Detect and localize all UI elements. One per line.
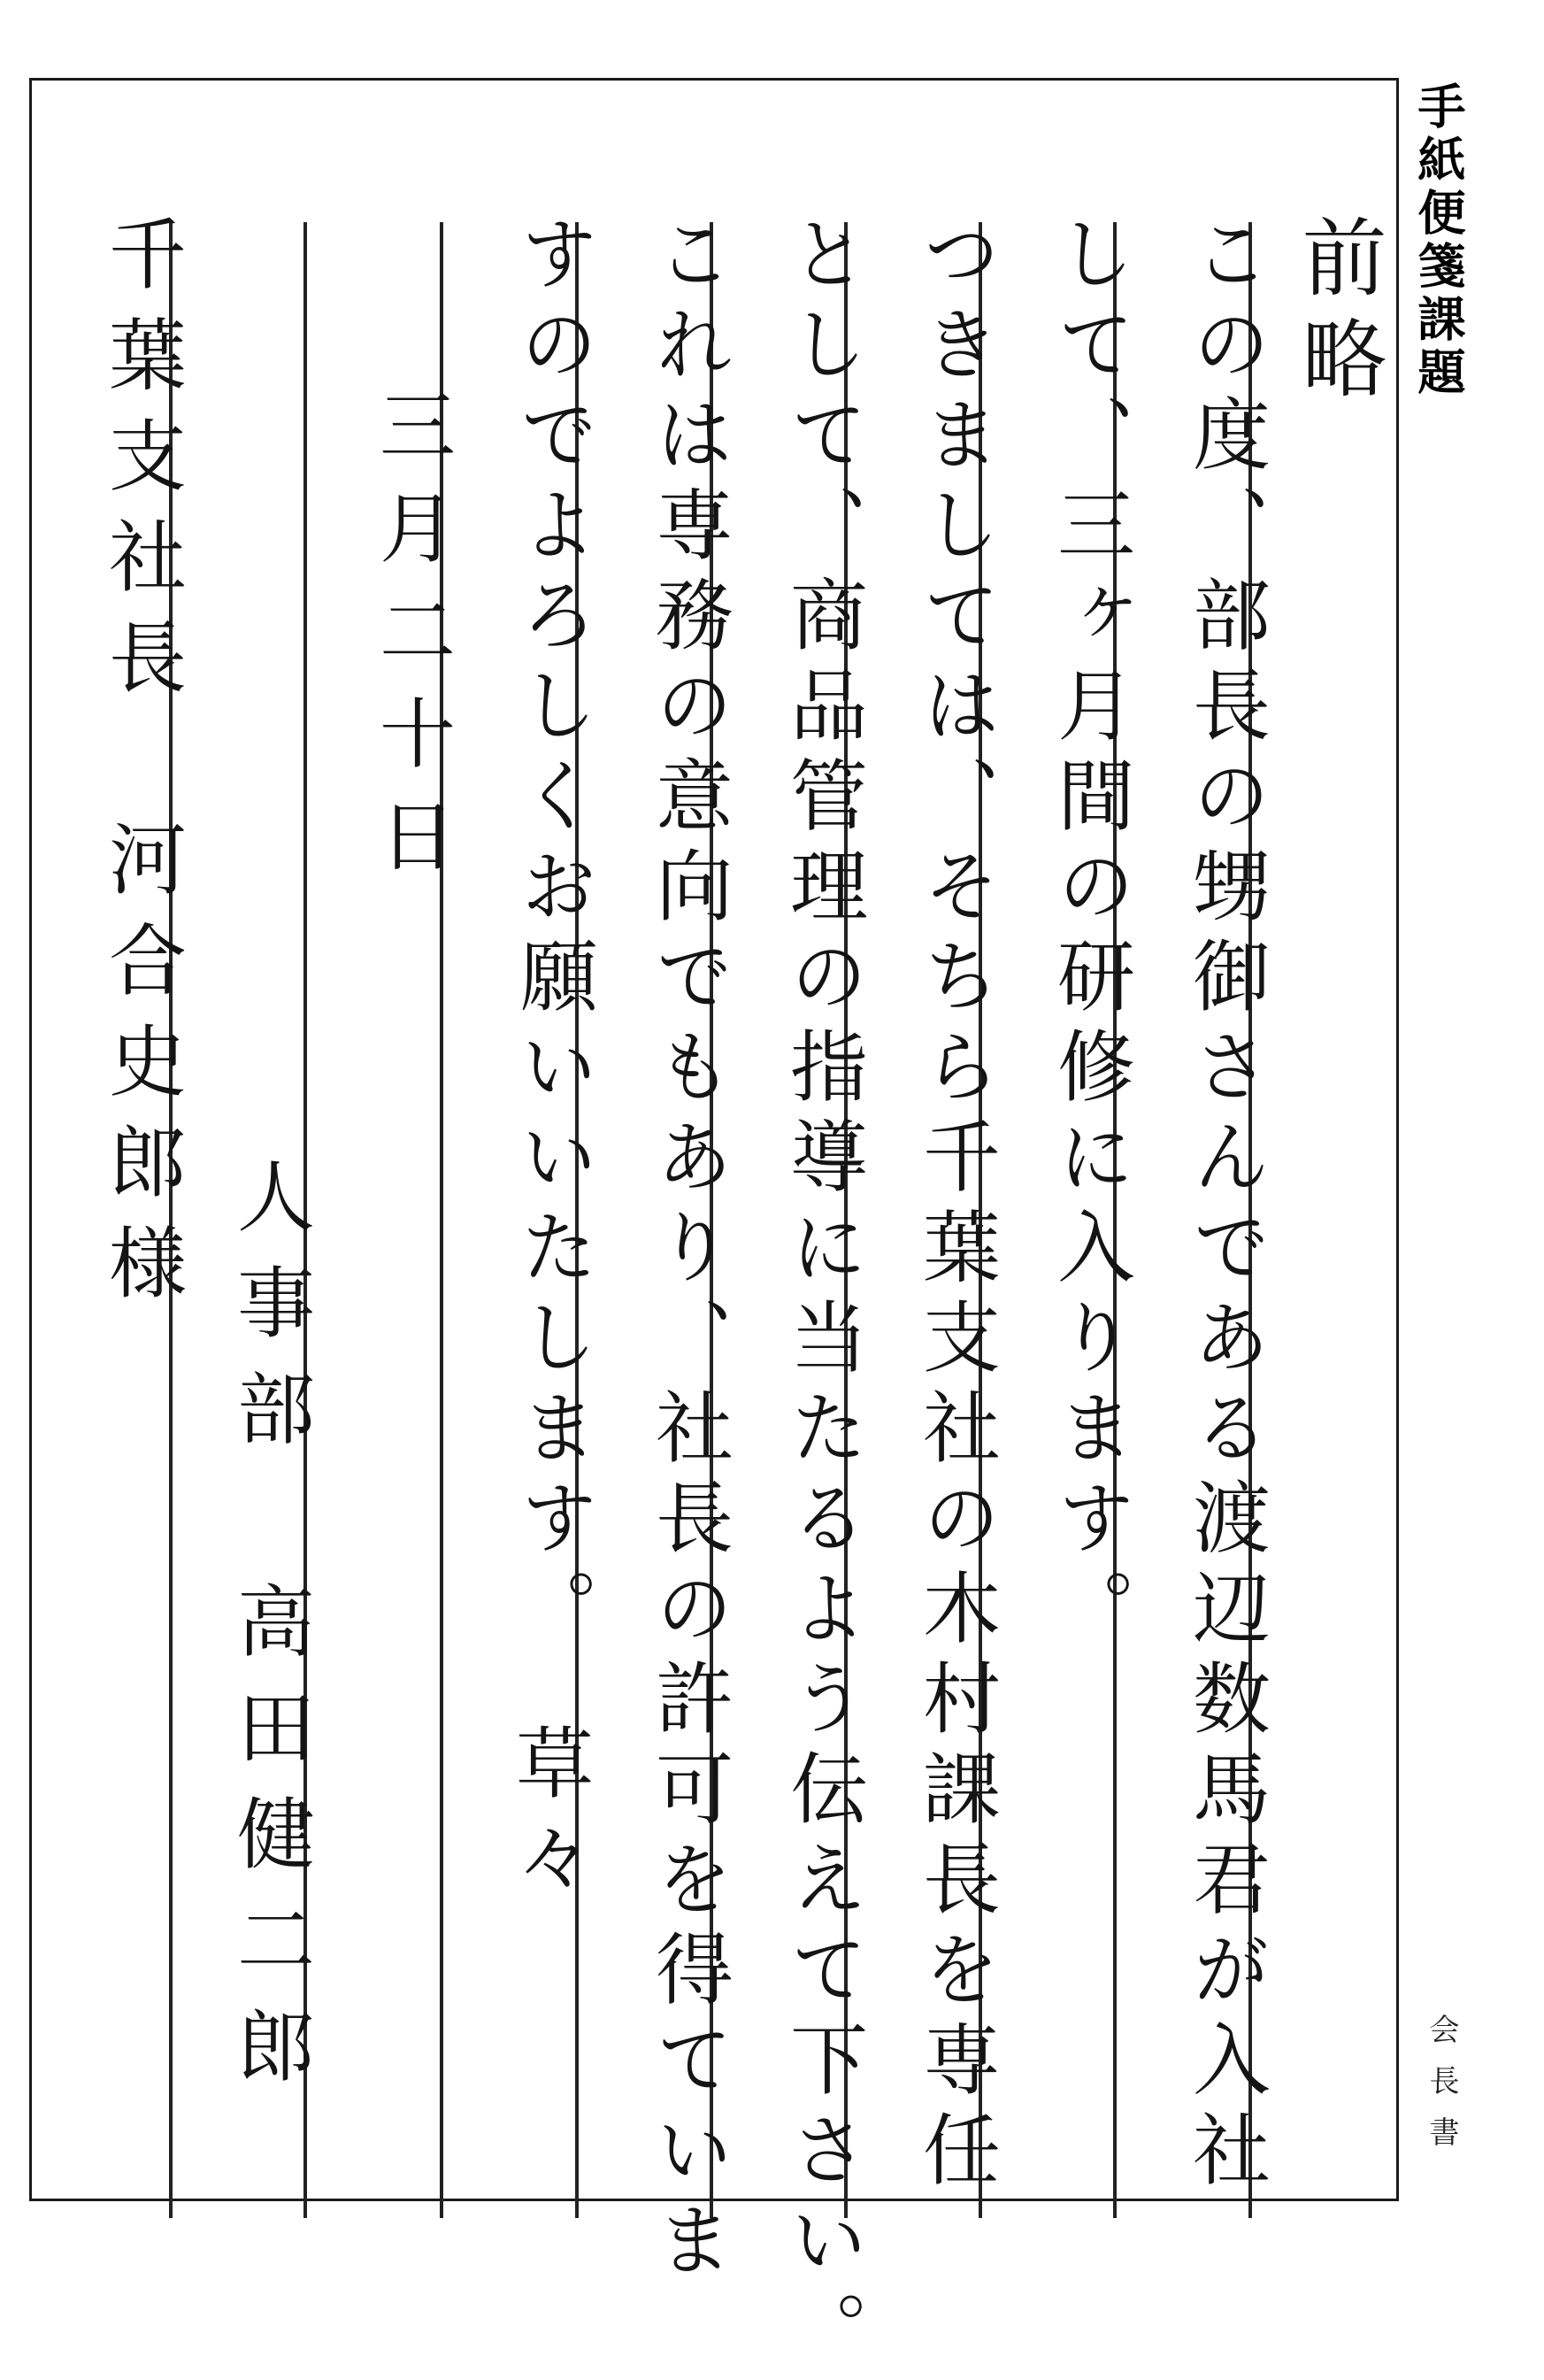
page-title: 手紙便箋課題 bbox=[1410, 81, 1466, 400]
letter-body-line-3: つきましては、そちら千葉支社の木村課長を専任 bbox=[910, 213, 1002, 2199]
letter-sender: 人事部 高田健二郎 bbox=[225, 1156, 316, 2112]
calligrapher-note: 会長書 bbox=[1424, 2014, 1459, 2168]
letter-heading: 前略 bbox=[1288, 213, 1387, 415]
letter-body-line-2: して、三ヶ月間の研修に入ります。 bbox=[1045, 213, 1136, 1658]
letter-body-line-1: この度、部長の甥御さんである渡辺数馬君が入社 bbox=[1180, 213, 1271, 2199]
letter-frame bbox=[29, 78, 1399, 2380]
letter-date: 三月二十日 bbox=[366, 386, 455, 899]
letter-body-line-4: として、商品管理の指導に当たるよう伝えて下さい。 bbox=[778, 213, 869, 2380]
letter-recipient: 千葉支社長 河合史郎様 bbox=[96, 213, 188, 1323]
letter-body-line-5: これは専務の意向でもあり、社長の許可を得ていま bbox=[643, 213, 734, 2290]
letter-body-line-6: すのでよろしくお願いいたします。 bbox=[508, 213, 599, 1658]
letter-closing: 草々 bbox=[503, 1722, 595, 1910]
